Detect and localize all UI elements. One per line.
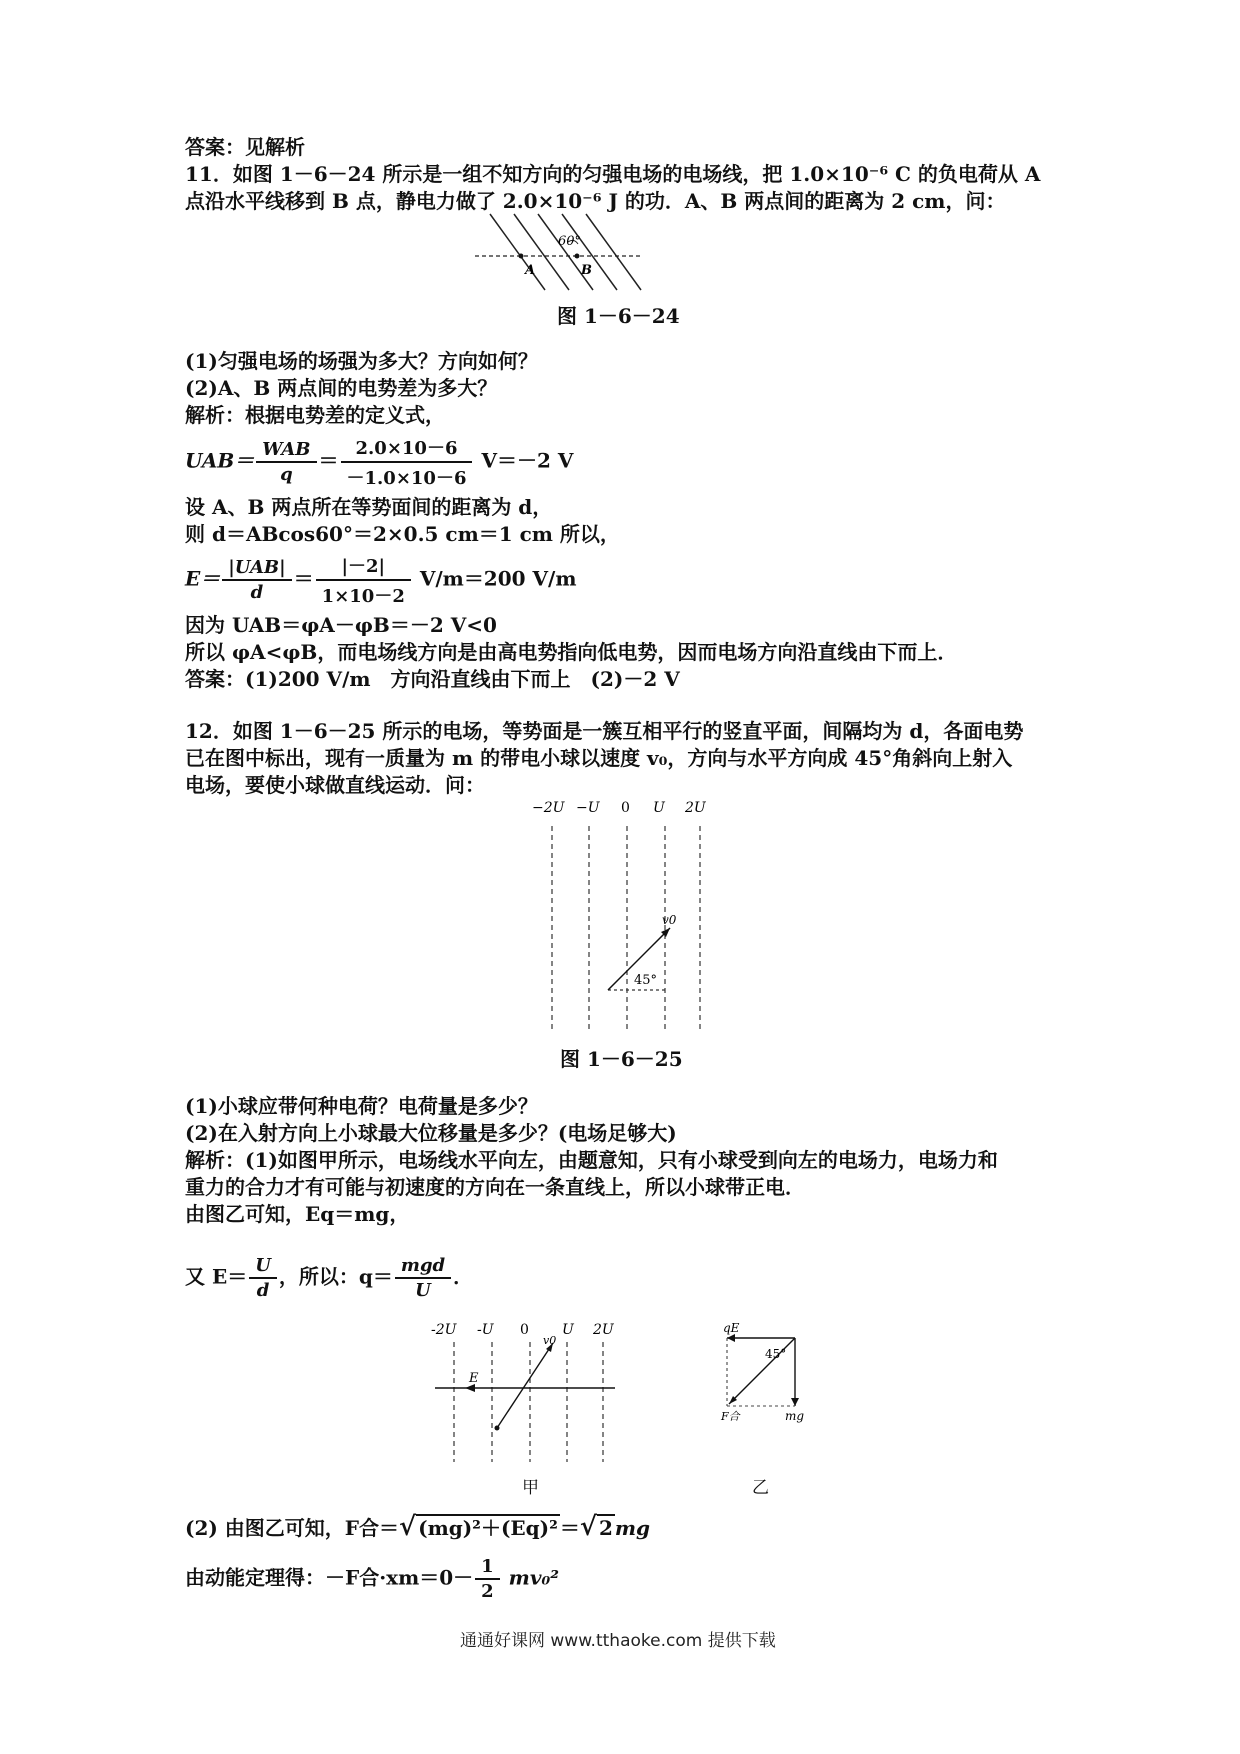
sqrt-sign: √	[399, 1512, 417, 1542]
potential-label: 2U	[685, 800, 706, 816]
field-line	[490, 214, 545, 290]
fraction: $\frac{|-2|}{1\times 10-2}$	[316, 552, 411, 608]
problem-12-question-1: (1)小球应带何种电荷？电荷量是多少？	[185, 1094, 538, 1118]
figure-jia-caption: 甲	[522, 1478, 539, 1498]
figure-1-6-24	[470, 212, 650, 292]
field-line	[586, 214, 641, 290]
radicand: (mg)²＋(Eq)²	[418, 1516, 558, 1540]
problem-11-question-1: (1)匀强电场的场强为多大？方向如何？	[185, 349, 538, 373]
fraction: $\frac{\text{WAB}}{q}$	[256, 439, 316, 485]
answer-line-10: 答案：见解析	[185, 135, 305, 159]
equation-lhs: UAB＝	[185, 448, 255, 473]
figure-1-6-25-caption: 图 1－6－25	[560, 1047, 683, 1071]
angle-label: 45°	[765, 1347, 787, 1361]
fraction: $\frac{1}{2}$	[475, 1556, 500, 1602]
potential-label: 0	[621, 800, 630, 816]
radicand: 2	[598, 1516, 613, 1540]
ball-dot	[495, 1426, 500, 1431]
solution-12-line-2: 重力的合力才有可能与初速度的方向在一条直线上，所以小球带正电．	[185, 1175, 805, 1199]
solution-12-line-1: 解析：(1)如图甲所示，电场线水平向左，由题意知，只有小球受到向左的电场力，电场力和	[185, 1148, 998, 1172]
problem-12-line-2: 已在图中标出，现有一质量为 m 的带电小球以速度 v₀，方向与水平方向成 45°角斜向上射入	[185, 746, 1013, 770]
figure-jia	[425, 1318, 625, 1466]
equation-uab: UAB＝ $\frac{\text{WAB}}{q}$ ＝ $\frac{2.0\times 10-6}{-1.0\times 10-6}$ V＝－2 V	[185, 434, 573, 490]
figure-yi	[705, 1318, 825, 1423]
potential-label: −2U	[532, 800, 565, 816]
equation-kinetic-energy: 由动能定理得：－F合·xm＝0－ $\frac{1}{2}$ mv₀²	[185, 1556, 559, 1602]
arrow-head	[727, 1334, 735, 1342]
point-a-label: A	[525, 263, 536, 278]
resultant-label: F合	[721, 1410, 740, 1423]
fraction: $\frac{U}{d}$	[249, 1255, 277, 1301]
equation-rhs: V＝－2 V	[481, 448, 574, 473]
solution-11-intro: 解析：根据电势差的定义式，	[185, 403, 445, 427]
footer-credit: 通通好课网 www.tthaoke.com 提供下载	[460, 1631, 776, 1651]
potential-label: U	[562, 1322, 574, 1338]
field-label: E	[469, 1371, 479, 1386]
solution-11-line-cos: 则 d＝ABcos60°＝2×0.5 cm＝1 cm 所以，	[185, 522, 620, 546]
velocity-arrow	[497, 1343, 553, 1428]
potential-label: -U	[477, 1322, 494, 1338]
potential-label: 0	[520, 1322, 529, 1338]
problem-12-line-3: 电场，要使小球做直线运动．问：	[185, 773, 485, 797]
velocity-label: v0	[662, 913, 677, 927]
sqrt-sign: √	[579, 1512, 597, 1542]
fraction: $\frac{\text{|UAB|}}{d}$	[222, 557, 291, 603]
solution-12-line-3: 由图乙可知，Eq＝mg，	[185, 1202, 410, 1226]
solution-11-line-uab: 因为 UAB＝φA－φB＝－2 V<0	[185, 613, 497, 637]
angle-label: 60°	[558, 234, 582, 249]
point-b-label: B	[581, 263, 592, 278]
problem-11-question-2: (2)A、B 两点间的电势差为多大？	[185, 376, 498, 400]
potential-label: -2U	[431, 1322, 457, 1338]
fraction: $\frac{\text{mgd}}{U}$	[395, 1255, 451, 1301]
problem-12-line-1: 12．如图 1－6－25 所示的电场，等势面是一簇互相平行的竖直平面，间隔均为 d，各面电势	[185, 719, 1024, 743]
field-line	[562, 214, 617, 290]
arrow-head	[791, 1398, 799, 1406]
field-line	[514, 214, 569, 290]
fraction: $\frac{2.0\times 10-6}{-1.0\times 10-6}$	[341, 434, 473, 490]
angle-label: 45°	[634, 973, 658, 988]
potential-label: U	[653, 800, 665, 816]
mg-label: mg	[785, 1409, 805, 1423]
answer-11: 答案：(1)200 V/m 方向沿直线由下而上 (2)－2 V	[185, 667, 680, 691]
potential-label: 2U	[593, 1322, 614, 1338]
figure-1-6-25	[520, 794, 720, 1034]
problem-11-line-1: 11．如图 1－6－24 所示是一组不知方向的匀强电场的电场线，把 1.0×10⁻⁶ C 的负电荷从 A	[185, 162, 1041, 186]
field-line	[538, 214, 593, 290]
equation-e: E＝ $\frac{\text{|UAB|}}{d}$ ＝ $\frac{|-2|}{1\times 10-2}$ V/m＝200 V/m	[185, 552, 577, 608]
equation-q: 又 E＝ $\frac{U}{d}$ ，所以：q＝ $\frac{\text{mgd}}{U}$ ．	[185, 1255, 474, 1301]
point-b-dot	[575, 254, 580, 259]
equation-f-resultant: (2) 由图乙可知，F合＝√ (mg)²＋(Eq)² ＝√ 2 mg	[185, 1512, 651, 1542]
problem-11-line-2: 点沿水平线移到 B 点，静电力做了 2.0×10⁻⁶ J 的功．A、B 两点间的距离为 2 cm，问：	[185, 189, 1006, 213]
equation-lhs: E＝	[185, 566, 221, 591]
point-a-dot	[519, 254, 524, 259]
figure-1-6-24-caption: 图 1－6－24	[557, 304, 680, 328]
qe-label: qE	[723, 1321, 740, 1335]
figure-yi-caption: 乙	[752, 1478, 769, 1498]
equation-rhs: V/m＝200 V/m	[419, 566, 577, 591]
velocity-label: v0	[543, 1334, 557, 1347]
potential-label: −U	[576, 800, 600, 816]
solution-11-line-conclusion: 所以 φA<φB，而电场线方向是由高电势指向低电势，因而电场方向沿直线由下而上．	[185, 640, 958, 664]
problem-12-question-2: (2)在入射方向上小球最大位移量是多少？(电场足够大)	[185, 1121, 677, 1145]
solution-11-line-d: 设 A、B 两点所在等势面间的距离为 d，	[185, 495, 553, 519]
